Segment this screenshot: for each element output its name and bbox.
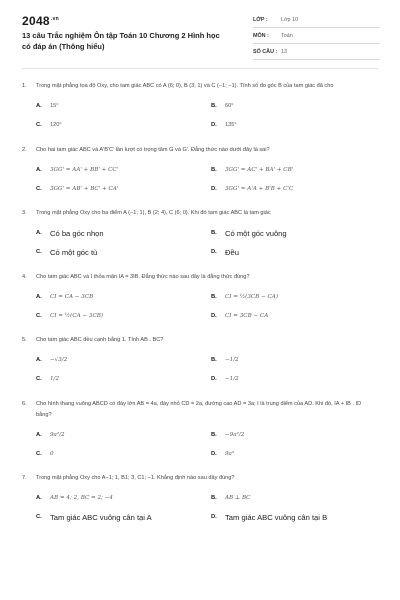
- answer-text: Có một góc tù: [50, 247, 98, 257]
- answer-letter: A.: [36, 230, 42, 236]
- answer-option[interactable]: [211, 101, 386, 111]
- question-text: Trong mặt phẳng tọa độ Oxy, cho tam giác ABC có A (6; 0), B (3; 1) và C (−1; −1). Tính số đo góc B của tam giác đã cho: [36, 83, 334, 89]
- answer-text: Tam giác ABC vuông cân tại A: [50, 512, 152, 522]
- answer-text: −√3/2: [50, 357, 68, 363]
- answer-letter: A.: [36, 293, 42, 300]
- answer-option[interactable]: [36, 120, 211, 130]
- meta-row-class: [253, 12, 380, 28]
- answer-text: AB = 4; 2, BC = 2; −4: [50, 495, 113, 501]
- answer-letter: B.: [211, 357, 217, 363]
- question-text-row: [22, 145, 378, 156]
- answer-letter: B.: [211, 495, 217, 501]
- question-number: 6.: [22, 400, 27, 407]
- question-text-row: [22, 399, 378, 421]
- answer-letter: C.: [36, 312, 42, 319]
- answer-letter: A.: [36, 357, 42, 363]
- count-label: SỐ CÂU :: [253, 48, 278, 55]
- question-item: [22, 272, 378, 321]
- meta-table: [253, 12, 380, 60]
- answer-option[interactable]: [211, 449, 386, 459]
- question-number: 1.: [22, 83, 27, 89]
- question-text: Trong mặt phẳng Oxy cho ba điểm A (−1; 1), B (2; 4), C (6; 0). Khi đó tam giác ABC là tam giác: [36, 210, 271, 216]
- answer-option[interactable]: [36, 184, 211, 194]
- answer-letter: C.: [36, 185, 42, 192]
- question-item: [22, 399, 378, 459]
- answer-option[interactable]: [211, 184, 386, 194]
- answer-text: 0: [50, 450, 54, 457]
- answer-options: [36, 165, 378, 194]
- answer-letter: B.: [211, 166, 217, 173]
- answer-letter: D.: [211, 122, 217, 128]
- answer-option[interactable]: [211, 120, 386, 130]
- answer-text: 3GG' = A'A + B'B + C'C: [225, 185, 294, 192]
- answer-letter: D.: [211, 249, 217, 255]
- answer-option[interactable]: [36, 374, 211, 384]
- answer-text: Có ba góc nhọn: [50, 228, 104, 238]
- answer-text: 9a²/2: [50, 431, 65, 438]
- logo-suffix: .vn: [50, 16, 60, 22]
- question-text-row: [22, 81, 378, 92]
- answer-text: 3GG' = AB' + BC' + CA': [50, 185, 119, 192]
- answer-option[interactable]: [36, 101, 211, 111]
- question-list: [22, 81, 378, 537]
- answer-option[interactable]: [36, 355, 211, 365]
- answer-text: 120°: [50, 122, 62, 128]
- answer-option[interactable]: [36, 292, 211, 302]
- page-title: 13 câu Trắc nghiệm Ôn tập Toán 10 Chương 2 Hình học có đáp án (Thông hiểu): [22, 31, 220, 51]
- question-text-row: [22, 272, 378, 283]
- answer-text: −1/2: [225, 357, 239, 363]
- answer-option[interactable]: [36, 449, 211, 459]
- answer-options: [36, 292, 378, 321]
- question-item: [22, 473, 378, 522]
- header: [0, 0, 400, 64]
- answer-letter: D.: [211, 450, 217, 457]
- answer-text: 9a²: [225, 450, 235, 457]
- answer-letter: D.: [211, 312, 217, 319]
- count-value: 13: [281, 48, 287, 55]
- header-divider: [22, 68, 378, 69]
- answer-letter: D.: [211, 185, 217, 192]
- question-number: 7.: [22, 475, 27, 481]
- question-number: 4.: [22, 273, 27, 280]
- subject-value: Toán: [281, 32, 293, 39]
- answer-options: [36, 228, 378, 257]
- class-label: LỚP :: [253, 16, 268, 23]
- answer-options: [36, 493, 378, 522]
- answer-option[interactable]: [211, 493, 386, 503]
- answer-text: 60°: [225, 103, 234, 109]
- answer-letter: D.: [211, 376, 217, 382]
- answer-option[interactable]: [36, 512, 211, 522]
- answer-letter: A.: [36, 166, 42, 173]
- question-text: Cho tam giác ABC đều cạnh bằng 1. Tính AB . BC?: [36, 337, 164, 343]
- answer-text: Có một góc vuông: [225, 228, 287, 238]
- answer-options: [36, 430, 378, 459]
- meta-row-count: [253, 44, 380, 60]
- answer-option[interactable]: [211, 228, 386, 238]
- answer-letter: C.: [36, 450, 42, 457]
- answer-option[interactable]: [36, 228, 211, 238]
- answer-text: 3GG' = AC' + BA' + CB': [225, 166, 294, 173]
- answer-letter: B.: [211, 103, 217, 109]
- answer-text: 1/2: [50, 376, 60, 382]
- answer-text: CI = ½(CA − 3CB): [50, 312, 104, 319]
- answer-option[interactable]: [36, 165, 211, 175]
- answer-options: [36, 101, 378, 130]
- answer-letter: D.: [211, 514, 217, 520]
- answer-option[interactable]: [211, 430, 386, 440]
- answer-text: 135°: [225, 122, 237, 128]
- answer-text: CI = ½(3CB − CA): [225, 293, 279, 300]
- question-number: 5.: [22, 337, 27, 343]
- answer-text: CI = CA − 3CB: [50, 293, 94, 300]
- answer-text: Đều: [225, 247, 239, 257]
- answer-letter: A.: [36, 103, 42, 109]
- answer-option[interactable]: [211, 374, 386, 384]
- answer-letter: B.: [211, 431, 217, 438]
- answer-text: −1/2: [225, 376, 239, 382]
- question-text: Trong mặt phẳng Oxy cho A−1; 1, B1; 3, C1; −1. Khẳng định nào sau đây đúng?: [36, 475, 235, 481]
- answer-letter: A.: [36, 431, 42, 438]
- subject-label: MÔN :: [253, 32, 269, 39]
- answer-option[interactable]: [36, 493, 211, 503]
- question-number: 2.: [22, 146, 27, 153]
- answer-text: AB ⊥ BC: [225, 495, 251, 501]
- question-item: [22, 145, 378, 194]
- meta-row-subject: [253, 28, 380, 44]
- answer-option[interactable]: [36, 311, 211, 321]
- answer-text: 3GG' = AA' + BB' + CC': [50, 166, 119, 173]
- answer-text: Tam giác ABC vuông cân tại B: [225, 512, 328, 522]
- question-number: 3.: [22, 210, 27, 216]
- answer-option[interactable]: [36, 430, 211, 440]
- answer-letter: B.: [211, 230, 217, 236]
- question-text-row: [22, 208, 378, 219]
- logo-text: 2048: [22, 14, 50, 28]
- answer-option[interactable]: [36, 247, 211, 257]
- answer-text: 15°: [50, 103, 59, 109]
- question-item: [22, 81, 378, 130]
- answer-letter: C.: [36, 376, 42, 382]
- answer-text: −9a²/2: [225, 431, 245, 438]
- answer-letter: A.: [36, 495, 42, 501]
- answer-letter: C.: [36, 122, 42, 128]
- question-item: [22, 208, 378, 257]
- question-text-row: [22, 335, 378, 346]
- answer-letter: C.: [36, 249, 42, 255]
- question-text: Cho hình thang vuông ABCD có đáy lớn AB = 4a, đáy nhỏ CD = 2a, đường cao AD = 3a; I là trung điểm của AD. Khi đó, IA + IB . ID bằng?: [36, 400, 362, 418]
- answer-options: [36, 355, 378, 384]
- answer-letter: B.: [211, 293, 217, 300]
- answer-text: CI = 3CB − CA: [225, 312, 269, 319]
- question-text: Cho hai tam giác ABC và A'B'C' lần lượt có trọng tâm G và G'. Đẳng thức nào dưới đây là sai?: [36, 146, 270, 153]
- answer-option[interactable]: [211, 292, 386, 302]
- answer-option[interactable]: [211, 165, 386, 175]
- site-logo[interactable]: [22, 14, 59, 28]
- answer-option[interactable]: [211, 311, 386, 321]
- question-text-row: [22, 473, 378, 484]
- answer-letter: C.: [36, 514, 42, 520]
- class-value: Lớp 10: [281, 16, 299, 23]
- answer-option[interactable]: [211, 512, 386, 522]
- question-text: Cho tam giác ABC và I thỏa mãn IA = 3IB. Đẳng thức nào sau đây là đẳng thức đúng?: [36, 273, 250, 280]
- question-item: [22, 335, 378, 384]
- answer-option[interactable]: [211, 355, 386, 365]
- answer-option[interactable]: [211, 247, 386, 257]
